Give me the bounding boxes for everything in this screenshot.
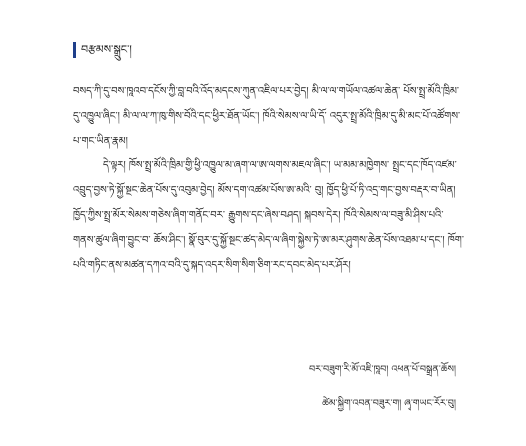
signature-line-editor: ཚེམ་སྐྱིག་འབན་བཟུར་ག། ཞྭ་གཡང་རོར་བུ།	[322, 398, 456, 409]
paragraph-1: བསད་ཀི་དུ་བས་ཁཱའབ་དངོས་ཀྱི་བླ་བའི་འོད་མདངས་ཀུན་འཇིལ་པར་བྱེད། མི་ལ་ལ་གཡོལ་འཚལ་ཆེན་ པོས་སྤྲ་མོའི་ཁྲིམ་དུ་འཁྱུལ་ཞིང་། མི་ལ་ལ་ཀ་ཁུ་གིས་བོའི་དང་ཕྱིར་ཐོན་ཡོང་། ཁོའི་སེམས་ལ་ཡི་དོ་ འདུར་སྤྲ་མོའི་ཁྲིམ་དུ་མི་མང་པོ་འཚོགས་པ་གང་ཡིན་རྣམ།	[73, 86, 461, 147]
paragraph-2: དེ་ལྟར། ཁོས་སྤྲ་མོའི་ཁྲིམ་གྱི་ཕྱི་འཁྱུལ་མ་ཞག་ལ་ཨ་ལགས་མཇལ་ཞིང་། ཡ་མམ་མཁྱེགས་ སྤྲང་དང་ཁོད་འཛམ་འབྲུད་བྱས་ཏེ་སྐྱོ་སྔང་ཆེན་པོས་དུ་འབུམ་བྱེད། མོས་དག་འཚམ་པོས་ཨ་མའི་ བུ། ཁྱོད་ཕྱི་པོ་ཏི་འདྲ་གང་བྱས་བརྡར་བ་ཡིན། ཁྱོད་ཀྱིས་སྤྲ་མོར་སེམས་གཅེས་ཞིག་གནོང་བར་ རྒྱུགས་དང་ཞེས་བཤད། སྐབས་དེར། ཁོའི་སེམས་ལ་བཟུ་མི་ཤིས་པའི་གནས་ཚུལ་ཞིག་བྱུང་བ་ ཆོས་ཤིང་། སྣོ་བུར་དུ་སྐྱོ་སྔང་ཚད་མེད་ལ་ཞིག་སྐྱེས་ཏེ་ཨ་མར་ཤུགས་ཆེན་པོས་འཐམ་པ་དང་། ཁོག་པའི་གཏིང་ནས་མཚན་དཀའ་བའི་དུ་སྐད་འདར་སིག་སིག་ཅིག་རང་དབང་མེད་པར་ཤོར།	[73, 160, 464, 271]
heading-text: བརྩམས་སྒྲུང་།	[81, 43, 132, 56]
heading-accent-bar	[73, 42, 76, 58]
section-heading	[73, 41, 132, 59]
signature-line-author: བར་བཟུག་རི་མོ་འཇི་ཁཱབ། འཕན་པོ་བསྒྲན་ཆོས།	[308, 364, 456, 375]
